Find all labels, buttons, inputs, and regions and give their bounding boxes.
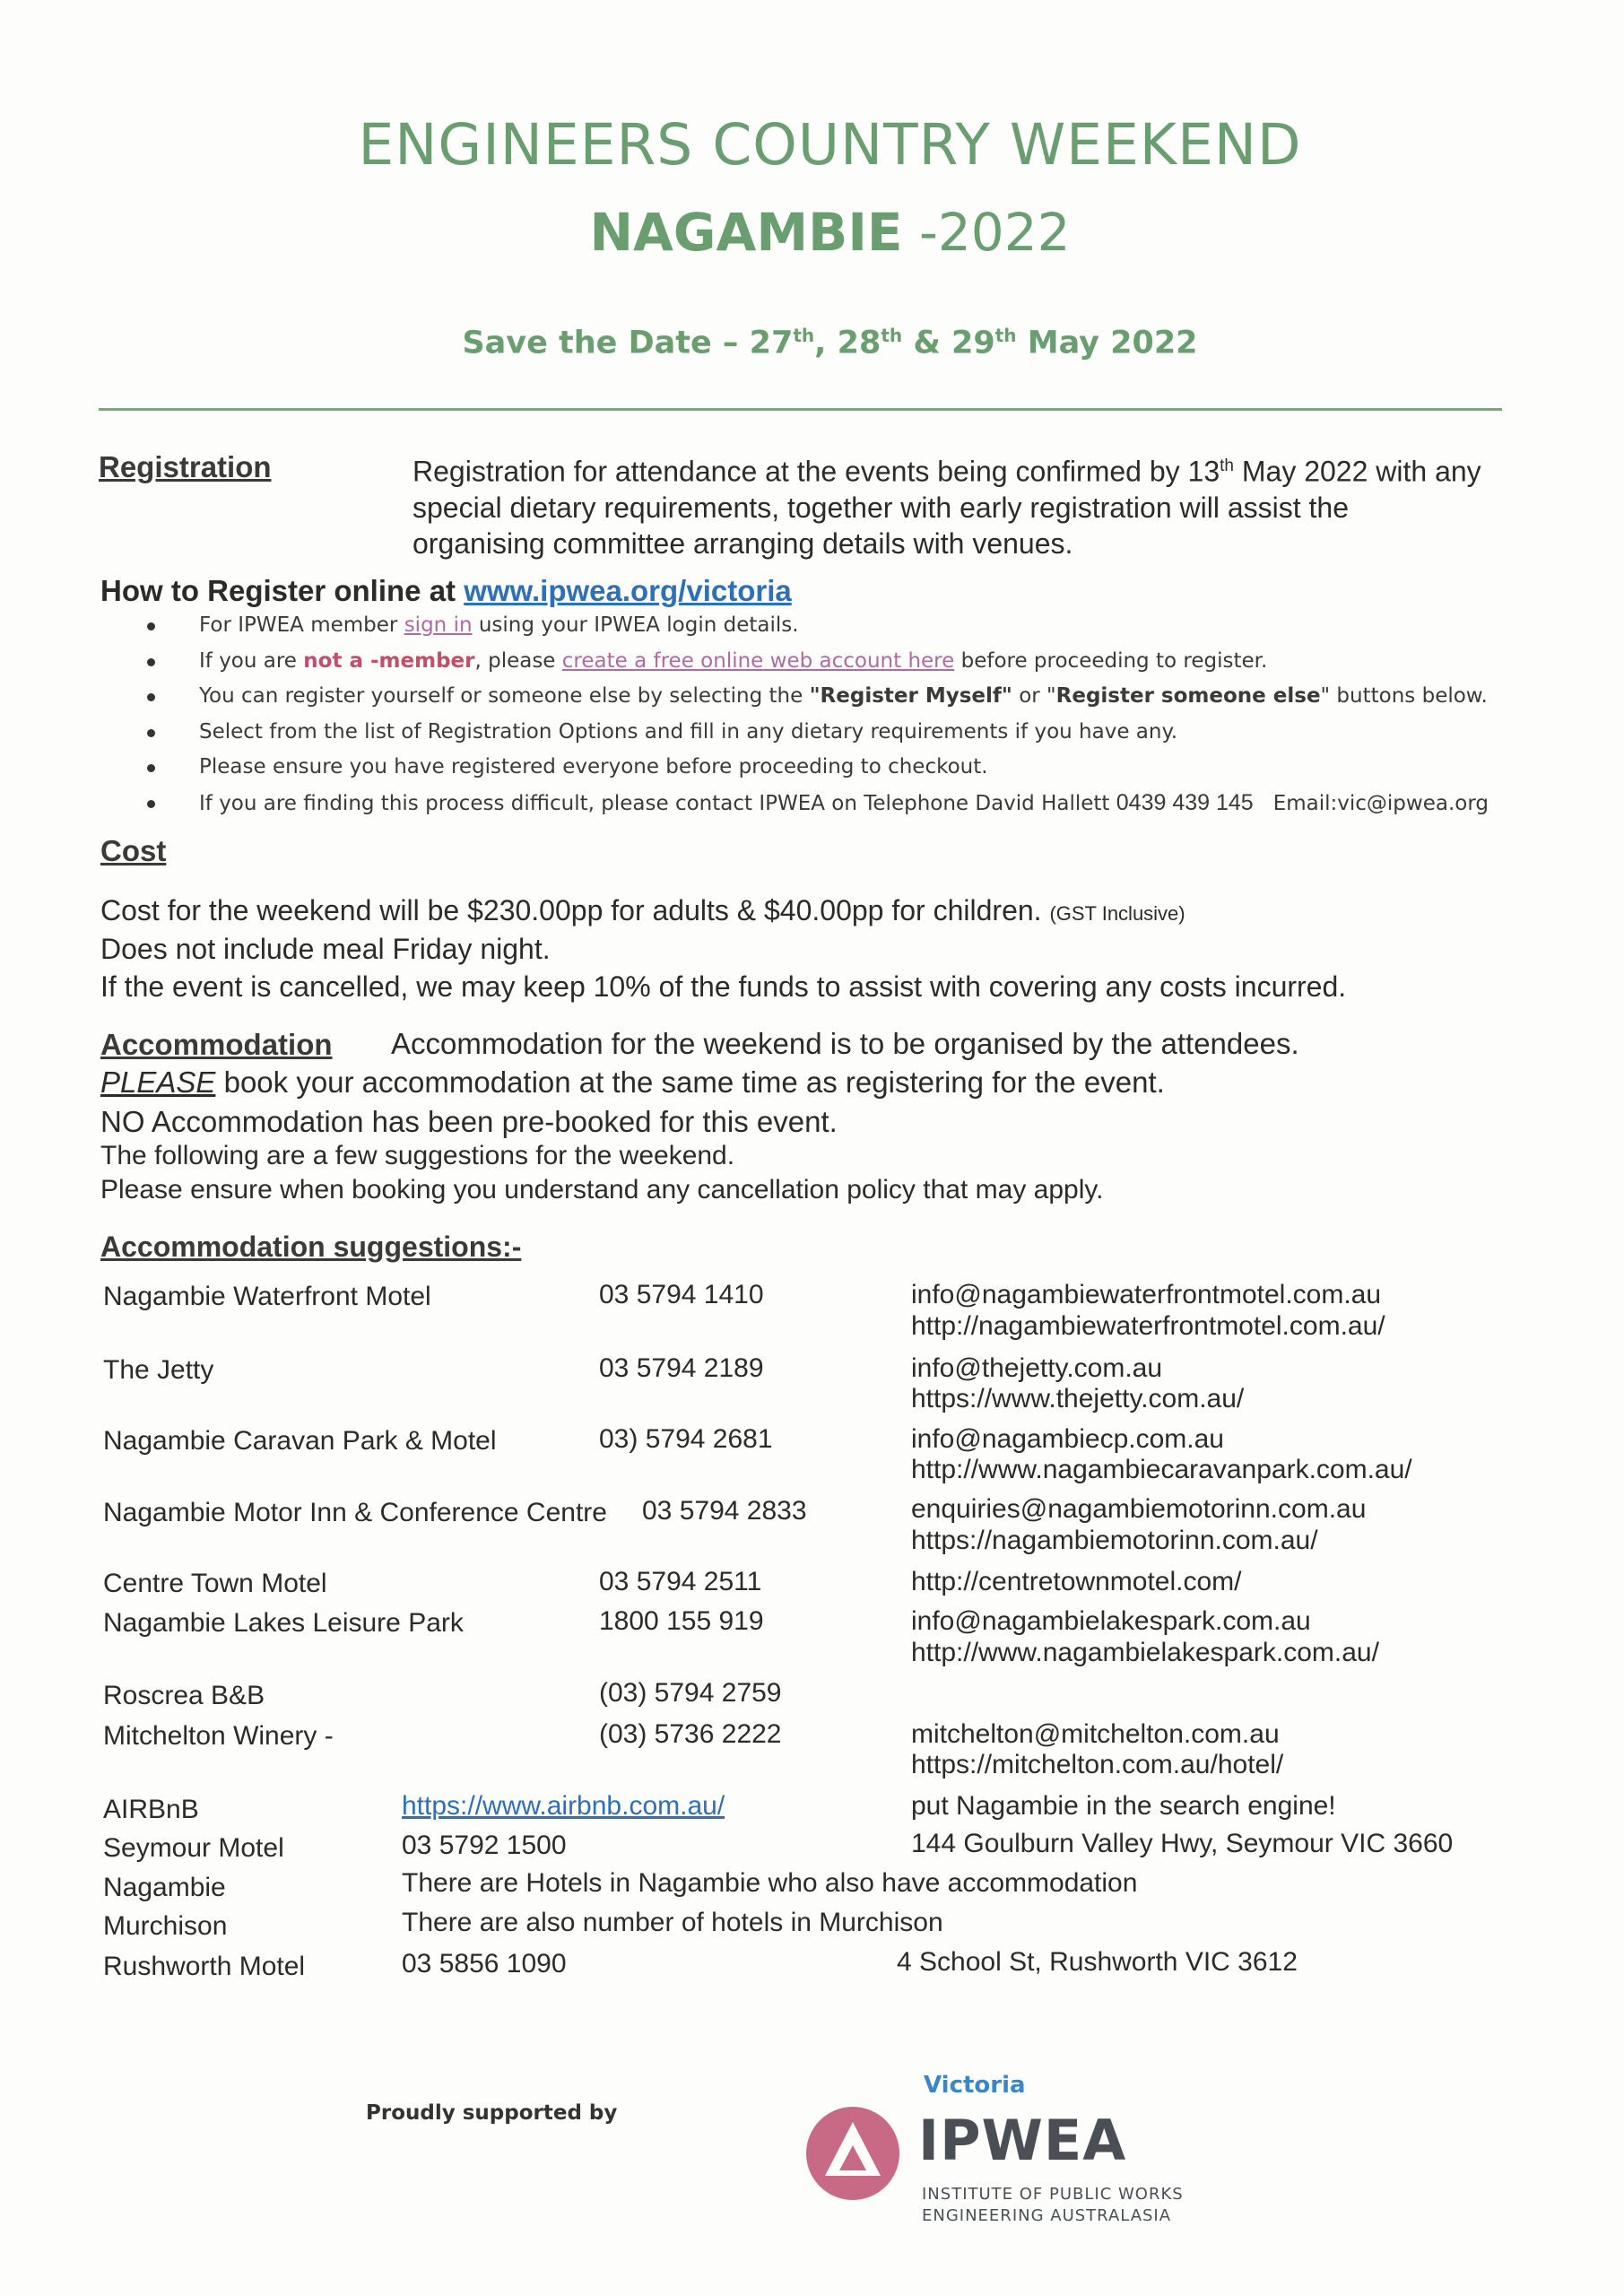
cost-cancellation: If the event is cancelled, we may keep 10% of the funds to assist with covering any costs incurred.	[100, 970, 1347, 1003]
venue-website[interactable]: https://nagambiemotorinn.com.au/	[911, 1526, 1318, 1555]
event-subtitle	[0, 202, 1624, 263]
register-link[interactable]: www.ipwea.org/victoria	[464, 574, 792, 607]
cost-note: Does not include meal Friday night.	[100, 933, 551, 965]
bullet-icon	[147, 622, 155, 631]
list-item: For IPWEA member sign in using your IPWEA login details.	[108, 608, 1489, 644]
venue-phone: (03) 5794 2759	[599, 1678, 782, 1708]
venue-email[interactable]: enquiries@nagambiemotorinn.com.au	[911, 1494, 1367, 1524]
venue-name: Nagambie Lakes Leisure Park	[103, 1608, 464, 1638]
list-item: Select from the list of Registration Options and fill in any dietary requirements if you have any.	[108, 715, 1489, 751]
subtitle-year: -2022	[902, 202, 1071, 263]
bullet-icon	[147, 764, 155, 772]
list-item: If you are finding this process difficult, please contact IPWEA on Telephone David Hallett 0439 439 145 Email:vic@ipwea.org	[108, 786, 1489, 822]
suggestions-heading: Accommodation suggestions:-	[100, 1231, 522, 1263]
create-account-link[interactable]: create a free online web account here	[561, 648, 955, 673]
bullet-icon	[147, 693, 155, 701]
venue-name: The Jetty	[103, 1355, 214, 1385]
subtitle-location: NAGAMBIE	[589, 202, 903, 263]
accommodation-heading: Accommodation	[100, 1028, 333, 1061]
option-phone: 03 5856 1090	[402, 1949, 567, 1979]
venue-phone: 03) 5794 2681	[599, 1424, 773, 1454]
list-item: You can register yourself or someone else by selecting the "Register Myself" or "Register someone else" buttons below.	[108, 679, 1489, 715]
list-item: Please ensure you have registered everyone before proceeding to checkout.	[108, 750, 1489, 786]
contact-email[interactable]: Email:vic@ipwea.org	[1272, 791, 1489, 815]
venue-email[interactable]: info@nagambiecp.com.au	[911, 1424, 1224, 1454]
option-note: There are also number of hotels in Murchison	[402, 1908, 943, 1937]
accommodation-line: Accommodation for the weekend is to be organised by the attendees.	[391, 1027, 1299, 1060]
registration-steps	[108, 608, 1489, 821]
option-address: 144 Goulburn Valley Hwy, Seymour VIC 3660	[911, 1829, 1454, 1858]
option-name: Rushworth Motel	[103, 1952, 306, 1981]
accommodation-suggest-intro: The following are a few suggestions for the weekend.	[100, 1141, 735, 1170]
logo-tagline-1: INSTITUTE OF PUBLIC WORKS	[922, 2185, 1184, 2204]
venue-email[interactable]: info@nagambielakespark.com.au	[911, 1606, 1311, 1636]
venue-email[interactable]: info@thejetty.com.au	[911, 1353, 1163, 1383]
venue-website[interactable]: http://nagambiewaterfrontmotel.com.au/	[911, 1311, 1385, 1341]
logo-name: IPWEA	[918, 2108, 1127, 2173]
venue-name: Nagambie Waterfront Motel	[103, 1282, 431, 1311]
option-name: Seymour Motel	[103, 1833, 284, 1863]
header-divider	[99, 408, 1502, 411]
registration-text: Registration for attendance at the events being confirmed by 13th May 2022 with any special dietary requirements, together with early registration will assist the organising committee arranging details with venues.	[413, 455, 1481, 560]
sign-in-link[interactable]: sign in	[404, 613, 473, 637]
venue-phone: (03) 5736 2222	[599, 1719, 782, 1749]
event-title: ENGINEERS COUNTRY WEEKEND	[358, 112, 1302, 178]
venue-website[interactable]: https://www.thejetty.com.au/	[911, 1384, 1245, 1413]
registration-heading: Registration	[99, 450, 272, 483]
option-address: 4 School St, Rushworth VIC 3612	[897, 1947, 1298, 1977]
venue-website[interactable]: http://centretownmotel.com/	[911, 1567, 1242, 1596]
venue-phone: 03 5794 1410	[599, 1280, 764, 1309]
venue-phone: 1800 155 919	[599, 1606, 764, 1636]
venue-name: Roscrea B&B	[103, 1681, 265, 1710]
venue-email[interactable]: mitchelton@mitchelton.com.au	[911, 1719, 1280, 1749]
venue-website[interactable]: https://mitchelton.com.au/hotel/	[911, 1750, 1284, 1779]
accommodation-policy: Please ensure when booking you understand any cancellation policy that may apply.	[100, 1175, 1104, 1205]
option-phone: 03 5792 1500	[402, 1831, 567, 1860]
ipwea-logo	[805, 2072, 1218, 2238]
venue-phone: 03 5794 2189	[599, 1353, 764, 1383]
venue-name: Centre Town Motel	[103, 1569, 327, 1598]
ipwea-triangle-icon	[805, 2106, 900, 2201]
venue-phone: 03 5794 2511	[599, 1567, 762, 1596]
bullet-icon	[147, 800, 155, 808]
logo-region: Victoria	[924, 2072, 1026, 2099]
cost-line: Cost for the weekend will be $230.00pp for adults & $40.00pp for children. (GST Inclusive)	[100, 894, 1185, 926]
venue-name: Nagambie Motor Inn & Conference Centre	[103, 1498, 607, 1527]
cost-heading: Cost	[100, 834, 167, 867]
accommodation-please: PLEASE book your accommodation at the same time as registering for the event.	[100, 1065, 1165, 1099]
venue-name: Nagambie Caravan Park & Motel	[103, 1426, 497, 1456]
accommodation-note: NO Accommodation has been pre-booked for this event.	[100, 1105, 838, 1138]
option-name: Murchison	[103, 1911, 228, 1941]
option-note: put Nagambie in the search engine!	[911, 1791, 1336, 1821]
venue-name: Mitchelton Winery -	[103, 1721, 334, 1751]
bullet-icon	[147, 658, 155, 666]
option-name: AIRBnB	[103, 1795, 199, 1824]
airbnb-link[interactable]: https://www.airbnb.com.au/	[402, 1791, 725, 1821]
list-item: If you are not a -member, please create a free online web account here before proceeding to register.	[108, 644, 1489, 680]
bullet-icon	[147, 729, 155, 737]
venue-website[interactable]: http://www.nagambielakespark.com.au/	[911, 1638, 1379, 1667]
logo-tagline-2: ENGINEERING AUSTRALASIA	[922, 2206, 1172, 2225]
save-the-date: Save the Date – 27th, 28th & 29th May 2022	[462, 325, 1198, 361]
how-to-register: How to Register online at www.ipwea.org/victoria	[100, 574, 792, 607]
option-note: There are Hotels in Nagambie who also have accommodation	[402, 1868, 1138, 1898]
venue-email[interactable]: info@nagambiewaterfrontmotel.com.au	[911, 1280, 1382, 1309]
option-name: Nagambie	[103, 1873, 226, 1902]
venue-phone: 03 5794 2833	[642, 1496, 807, 1526]
venue-website[interactable]: http://www.nagambiecaravanpark.com.au/	[911, 1455, 1412, 1484]
supported-by: Proudly supported by	[366, 2101, 618, 2125]
